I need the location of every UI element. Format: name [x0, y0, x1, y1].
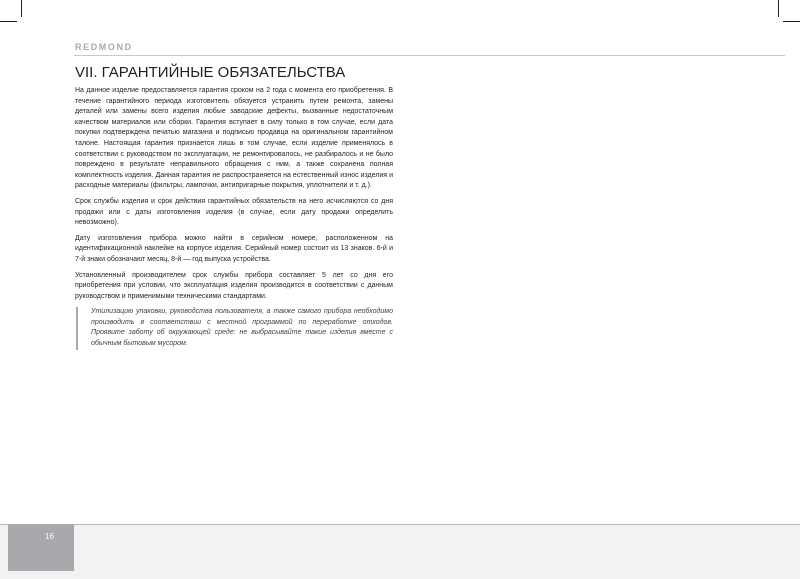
paragraph-manufacture-date: Дату изготовления прибора можно найти в серийном номере, расположенном на идентификационной наклейке на корпусе изделия. Серийный номер состоит из 13 знаков. 6-й и 7-й знаки обозначают месяц, 8-й — год выпуска устройства. [75, 234, 393, 263]
page-number-box [8, 524, 74, 571]
crop-mark-top-right [778, 0, 779, 17]
crop-mark-top-right-h [783, 21, 800, 22]
paragraph-warranty-terms: На данное изделие предоставляется гарантия сроком на 2 года с момента его приобретения. В течение гарантийного периода изготовитель обязуется устранить путем ремонта, замены деталей или замены всего изделия любые заводские дефекты, вызванные недостаточным качеством материалов или сборки. Гарантия вступает в силу только в том случае, если дата покупки подтверждена печатью магазина и подписью продавца на оригинальном гарантийном талоне. Настоящая гарантия признается лишь в том случае, если изделие применялось в соответствии с руководством по эксплуатации, не ремонтировалось, не разбиралось и не было повреждено в результате неправильного обращения с ним, а также сохранена полная комплектность изделия. Данная гарантия не распространяется на естественный износ изделия и расходные материалы (фильтры, лампочки, антипригарные покрытия, уплотнители и т. д.). [75, 87, 393, 190]
paragraph-service-life-start: Срок службы изделия и срок действия гарантийных обязательств на него исчисляются со дня продажи или с даты изготовления изделия (в случае, если дату продажи определить невозможно). [75, 197, 393, 227]
crop-mark-top-left-h [0, 21, 17, 22]
page-footer [0, 524, 800, 579]
brand-logo: REDMOND [75, 42, 133, 52]
disposal-note: Утилизацию упаковки, руководства пользователя, а также самого прибора необходимо производить в соответствии с местной программой по переработке отходов. Проявите заботу об окружающей среде: не выбрасывайте такие изделия вместе с обычным бытовым мусором. [76, 307, 393, 349]
warranty-text [75, 86, 393, 350]
page-title: VII. ГАРАНТИЙНЫЕ ОБЯЗАТЕЛЬСТВА [75, 64, 346, 81]
page-number: 16 [45, 532, 54, 541]
crop-mark-top-left [21, 0, 22, 17]
paragraph-service-life: Установленный производителем срок службы прибора составляет 5 лет со дня его приобретения при условии, что эксплуатация изделия производится в соответствии с данным руководством и применимыми техническими стандартами. [75, 271, 393, 300]
header-divider [74, 55, 785, 56]
